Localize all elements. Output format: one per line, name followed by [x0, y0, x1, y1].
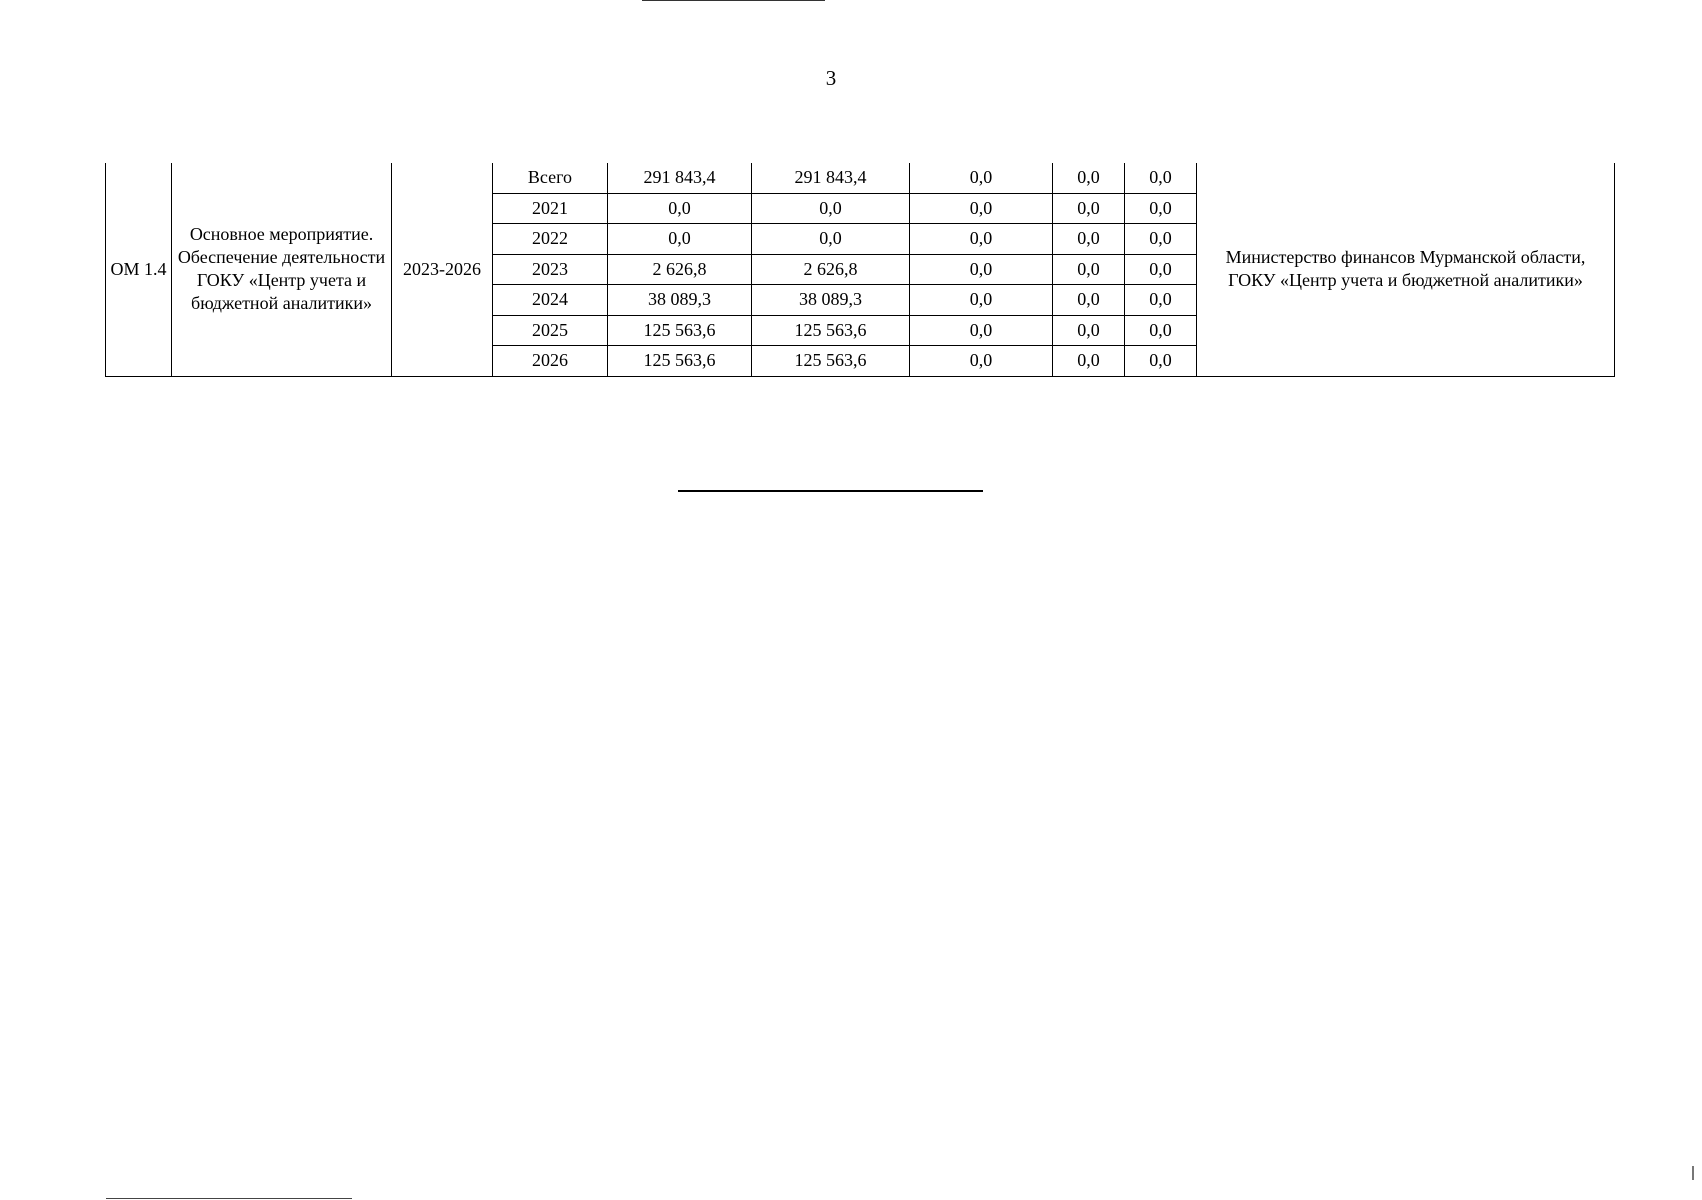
value-cell: 0,0: [1053, 163, 1125, 193]
value-cell: 0,0: [1053, 224, 1125, 255]
year-cell: 2021: [493, 193, 608, 224]
top-edge-line: [642, 0, 825, 2]
value-cell: 0,0: [1053, 254, 1125, 285]
value-cell: 0,0: [1053, 285, 1125, 316]
value-cell: 2 626,8: [752, 254, 910, 285]
value-cell: 38 089,3: [608, 285, 752, 316]
page-number: 3: [825, 66, 837, 90]
measure-code: ОМ 1.4: [106, 163, 172, 376]
value-cell: 0,0: [910, 315, 1053, 346]
value-cell: 0,0: [910, 163, 1053, 193]
year-cell: 2025: [493, 315, 608, 346]
year-cell: 2023: [493, 254, 608, 285]
value-cell: 125 563,6: [608, 346, 752, 377]
year-cell: 2026: [493, 346, 608, 377]
value-cell: 291 843,4: [608, 163, 752, 193]
closing-divider-line: [678, 490, 983, 492]
value-cell: 125 563,6: [752, 315, 910, 346]
value-cell: 0,0: [910, 285, 1053, 316]
value-cell: 125 563,6: [752, 346, 910, 377]
value-cell: 0,0: [910, 193, 1053, 224]
value-cell: 0,0: [1053, 315, 1125, 346]
responsible-executor: Министерство финансов Мурманской области, ГОКУ «Центр учета и бюджетной аналитики»: [1197, 163, 1615, 376]
measure-name: Основное мероприятие. Обеспечение деятельности ГОКУ «Центр учета и бюджетной аналитики»: [172, 163, 392, 376]
year-cell: 2024: [493, 285, 608, 316]
value-cell: 0,0: [1125, 224, 1197, 255]
year-cell: 2022: [493, 224, 608, 255]
measure-period: 2023-2026: [392, 163, 493, 376]
value-cell: 38 089,3: [752, 285, 910, 316]
value-cell: 0,0: [608, 193, 752, 224]
value-cell: 0,0: [1125, 254, 1197, 285]
value-cell: 0,0: [910, 254, 1053, 285]
value-cell: 0,0: [752, 224, 910, 255]
value-cell: 0,0: [910, 224, 1053, 255]
scan-edge-mark: [1692, 1166, 1694, 1180]
table-row: [106, 163, 1615, 193]
year-cell: Всего: [493, 163, 608, 193]
value-cell: 0,0: [1125, 315, 1197, 346]
value-cell: 0,0: [608, 224, 752, 255]
value-cell: 0,0: [1125, 163, 1197, 193]
value-cell: 0,0: [910, 346, 1053, 377]
value-cell: 0,0: [1125, 346, 1197, 377]
financing-table: [105, 163, 1615, 377]
value-cell: 291 843,4: [752, 163, 910, 193]
value-cell: 0,0: [752, 193, 910, 224]
value-cell: 2 626,8: [608, 254, 752, 285]
value-cell: 125 563,6: [608, 315, 752, 346]
value-cell: 0,0: [1125, 285, 1197, 316]
value-cell: 0,0: [1053, 193, 1125, 224]
value-cell: 0,0: [1053, 346, 1125, 377]
value-cell: 0,0: [1125, 193, 1197, 224]
